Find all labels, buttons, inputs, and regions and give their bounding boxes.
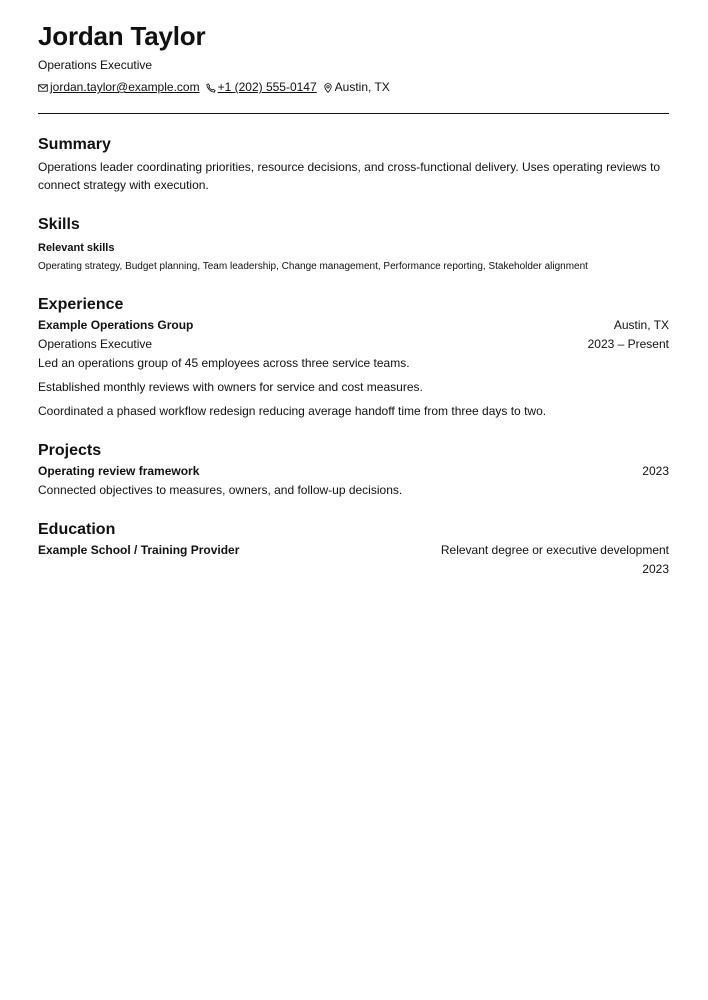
candidate-headline: Operations Executive [38, 58, 153, 72]
education-row [38, 541, 669, 560]
summary-title: Summary [38, 136, 111, 153]
project-year: 2023 [642, 464, 669, 478]
experience-bullet: Coordinated a phased workflow redesign reducing average handoff time from three days to two. [38, 404, 547, 418]
education-year: 2023 [642, 562, 669, 576]
contact-email [38, 79, 200, 95]
location-text: Austin, TX [334, 80, 390, 94]
phone-link[interactable]: +1 (202) 555-0147 [217, 80, 317, 94]
company-location: Austin, TX [613, 318, 669, 332]
experience-bullets [38, 354, 669, 420]
location-pin-icon [323, 83, 333, 93]
contact-phone [206, 79, 317, 95]
project-description: Connected objectives to measures, owners, and follow-up decisions. [38, 483, 403, 497]
education-section [38, 519, 669, 579]
degree-name: Relevant degree or executive development [440, 543, 669, 557]
email-link[interactable]: jordan.taylor@example.com [50, 80, 200, 94]
company-name: Example Operations Group [38, 318, 194, 332]
contact-bar [38, 79, 669, 95]
experience-bullet: Established monthly reviews with owners for service and cost measures. [38, 380, 423, 394]
experience-entry [38, 316, 669, 420]
education-entry [38, 541, 669, 579]
projects-section [38, 440, 669, 499]
experience-title: Experience [38, 296, 124, 313]
job-role: Operations Executive [38, 337, 153, 351]
experience-bullet: Led an operations group of 45 employees across three service teams. [38, 356, 410, 370]
skills-list: Operating strategy, Budget planning, Team leadership, Change management, Performance reporting, Stakeholder alignment [38, 261, 588, 272]
skills-title: Skills [38, 216, 80, 233]
mail-icon [38, 83, 48, 93]
job-dates: 2023 – Present [587, 337, 669, 351]
phone-icon [206, 83, 216, 93]
projects-title: Projects [38, 442, 102, 459]
summary-section [38, 134, 669, 194]
school-name: Example School / Training Provider [38, 543, 240, 557]
experience-section [38, 294, 669, 420]
skills-label: Relevant skills [38, 242, 115, 254]
summary-text: Operations leader coordinating priorities, resource decisions, and cross-functional delivery. Uses operating reviews to connect strategy with execution. [38, 160, 661, 192]
contact-location [323, 79, 390, 95]
skills-section [38, 214, 669, 274]
education-title: Education [38, 521, 116, 538]
experience-row-company [38, 316, 669, 335]
project-entry [38, 462, 669, 499]
project-row [38, 462, 669, 481]
candidate-name: Jordan Taylor [38, 21, 206, 51]
experience-row-role [38, 335, 669, 354]
resume-content [38, 18, 669, 579]
project-name: Operating review framework [38, 464, 200, 478]
header-divider [38, 113, 669, 114]
